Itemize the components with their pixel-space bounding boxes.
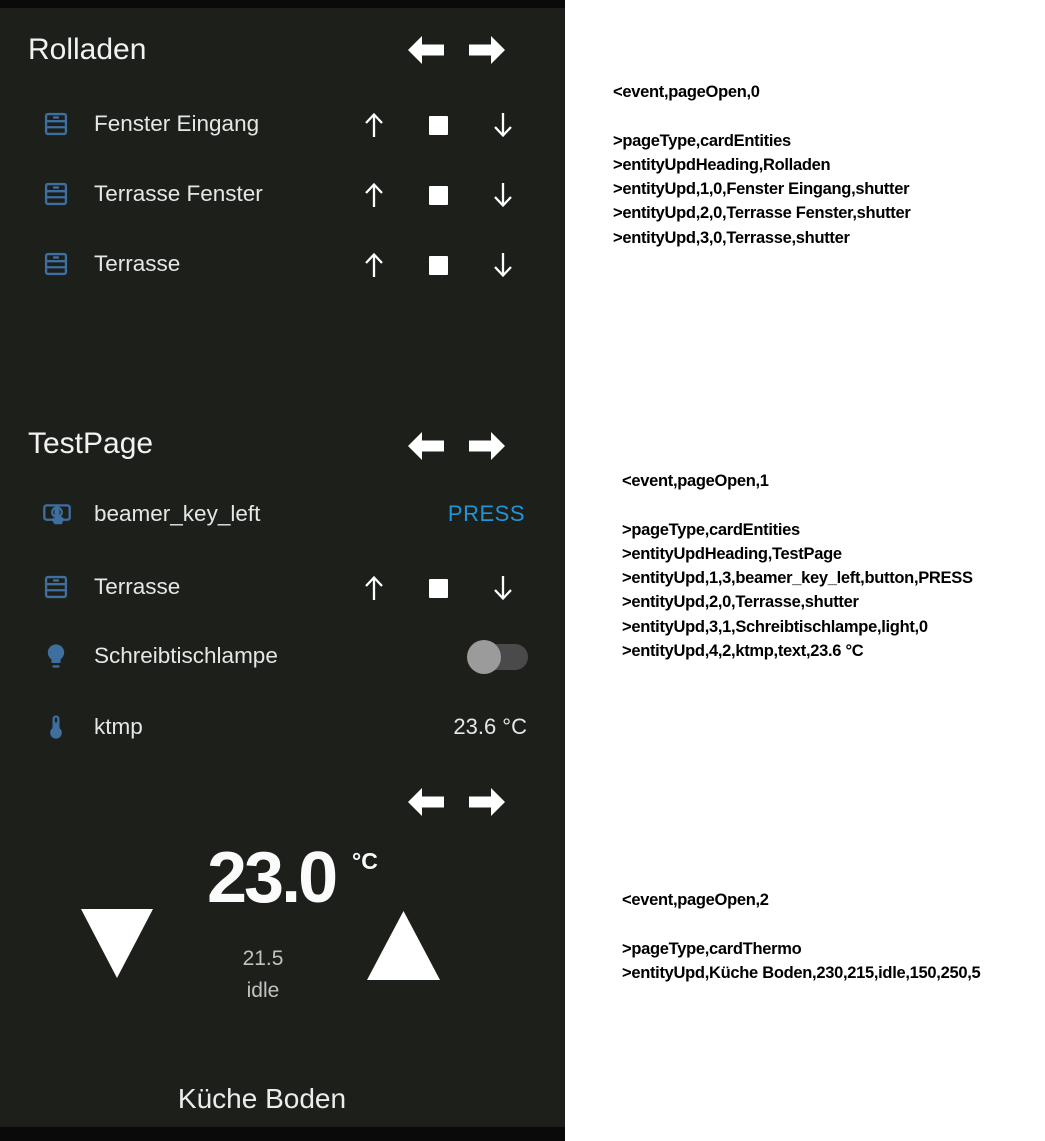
entity-row-terrasse-fenster xyxy=(0,173,565,217)
page-prev-button[interactable] xyxy=(408,788,445,816)
protocol-line: >entityUpd,2,0,Terrasse,shutter xyxy=(622,593,859,612)
entity-row-fenster-eingang xyxy=(0,103,565,147)
shutter-icon xyxy=(42,250,70,278)
protocol-block-page2 xyxy=(622,888,980,985)
shutter-up-button[interactable] xyxy=(360,249,388,281)
stop-square-icon xyxy=(429,116,448,135)
temp-increase-button[interactable] xyxy=(367,911,440,985)
press-button[interactable]: PRESS xyxy=(447,501,525,526)
thermometer-icon xyxy=(42,713,70,741)
protocol-line: >entityUpd,2,0,Terrasse Fenster,shutter xyxy=(613,204,911,223)
page-prev-button[interactable] xyxy=(408,432,445,460)
entity-row-terrasse xyxy=(0,243,565,287)
protocol-line: >entityUpd,1,0,Fenster Eingang,shutter xyxy=(613,180,910,199)
temperature-unit: °C xyxy=(352,848,378,874)
protocol-line: >entityUpdHeading,Rolladen xyxy=(613,155,831,174)
shutter-down-button[interactable] xyxy=(489,249,517,281)
card-testpage-title: TestPage xyxy=(28,427,154,460)
protocol-line: >entityUpd,1,3,beamer_key_left,button,PRESS xyxy=(622,569,973,588)
shutter-stop-button[interactable] xyxy=(424,572,452,604)
shutter-stop-button[interactable] xyxy=(424,109,452,141)
protocol-line: >pageType,cardEntities xyxy=(613,131,791,150)
entity-row-beamer-key-left xyxy=(0,493,565,537)
entity-label: Terrasse xyxy=(94,574,181,599)
protocol-line: >entityUpd,3,1,Schreibtischlampe,light,0 xyxy=(622,617,928,636)
shutter-up-button[interactable] xyxy=(360,572,388,604)
entity-label: Schreibtischlampe xyxy=(94,643,278,668)
page-next-button[interactable] xyxy=(468,432,505,460)
sensor-value: 23.6 °C xyxy=(453,714,527,739)
stop-square-icon xyxy=(429,579,448,598)
shutter-stop-button[interactable] xyxy=(424,249,452,281)
entity-row-terrasse xyxy=(0,566,565,610)
entity-label: ktmp xyxy=(94,714,143,739)
entity-row-ktmp xyxy=(0,706,565,750)
lightbulb-icon xyxy=(42,642,70,670)
protocol-event-line: <event,pageOpen,1 xyxy=(622,472,769,490)
shutter-down-button[interactable] xyxy=(489,109,517,141)
entity-label: beamer_key_left xyxy=(94,501,261,526)
page-next-button[interactable] xyxy=(468,788,505,816)
light-toggle-switch[interactable] xyxy=(470,644,528,670)
shutter-down-button[interactable] xyxy=(489,179,517,211)
protocol-block-page0 xyxy=(613,80,910,250)
entity-label: Terrasse Fenster xyxy=(94,181,263,206)
protocol-event-line: <event,pageOpen,0 xyxy=(613,83,760,101)
stop-square-icon xyxy=(429,256,448,275)
thermostat-name: Küche Boden xyxy=(177,1083,347,1114)
bezel-top xyxy=(0,0,565,8)
protocol-line: >pageType,cardThermo xyxy=(622,939,802,958)
protocol-line: >entityUpd,4,2,ktmp,text,23.6 °C xyxy=(622,642,864,661)
shutter-icon xyxy=(42,573,70,601)
shutter-up-button[interactable] xyxy=(360,109,388,141)
entity-label: Fenster Eingang xyxy=(94,111,260,136)
page-prev-button[interactable] xyxy=(408,36,445,64)
entity-label: Terrasse xyxy=(94,251,181,276)
protocol-block-page1 xyxy=(622,469,973,663)
entity-row-schreibtischlampe xyxy=(0,635,565,679)
card-rolladen-title: Rolladen xyxy=(28,33,147,66)
page-next-button[interactable] xyxy=(468,36,505,64)
shutter-up-button[interactable] xyxy=(360,179,388,211)
current-temperature: 23.0 xyxy=(207,838,336,918)
toggle-knob xyxy=(467,640,501,674)
hvac-state: idle xyxy=(246,979,280,1002)
shutter-icon xyxy=(42,180,70,208)
shutter-down-button[interactable] xyxy=(489,572,517,604)
protocol-line: >entityUpdHeading,TestPage xyxy=(622,544,842,563)
shutter-stop-button[interactable] xyxy=(424,179,452,211)
protocol-line: >entityUpd,Küche Boden,230,215,idle,150,250,5 xyxy=(622,963,981,982)
protocol-line: >entityUpd,3,0,Terrasse,shutter xyxy=(613,228,850,247)
protocol-event-line: <event,pageOpen,2 xyxy=(622,891,769,909)
temp-decrease-button[interactable] xyxy=(81,909,153,983)
protocol-line: >pageType,cardEntities xyxy=(622,520,800,539)
target-temperature: 21.5 xyxy=(242,947,284,970)
shutter-icon xyxy=(42,110,70,138)
bezel-bottom xyxy=(0,1127,565,1141)
gesture-tap-button-icon xyxy=(42,500,70,528)
stop-square-icon xyxy=(429,186,448,205)
